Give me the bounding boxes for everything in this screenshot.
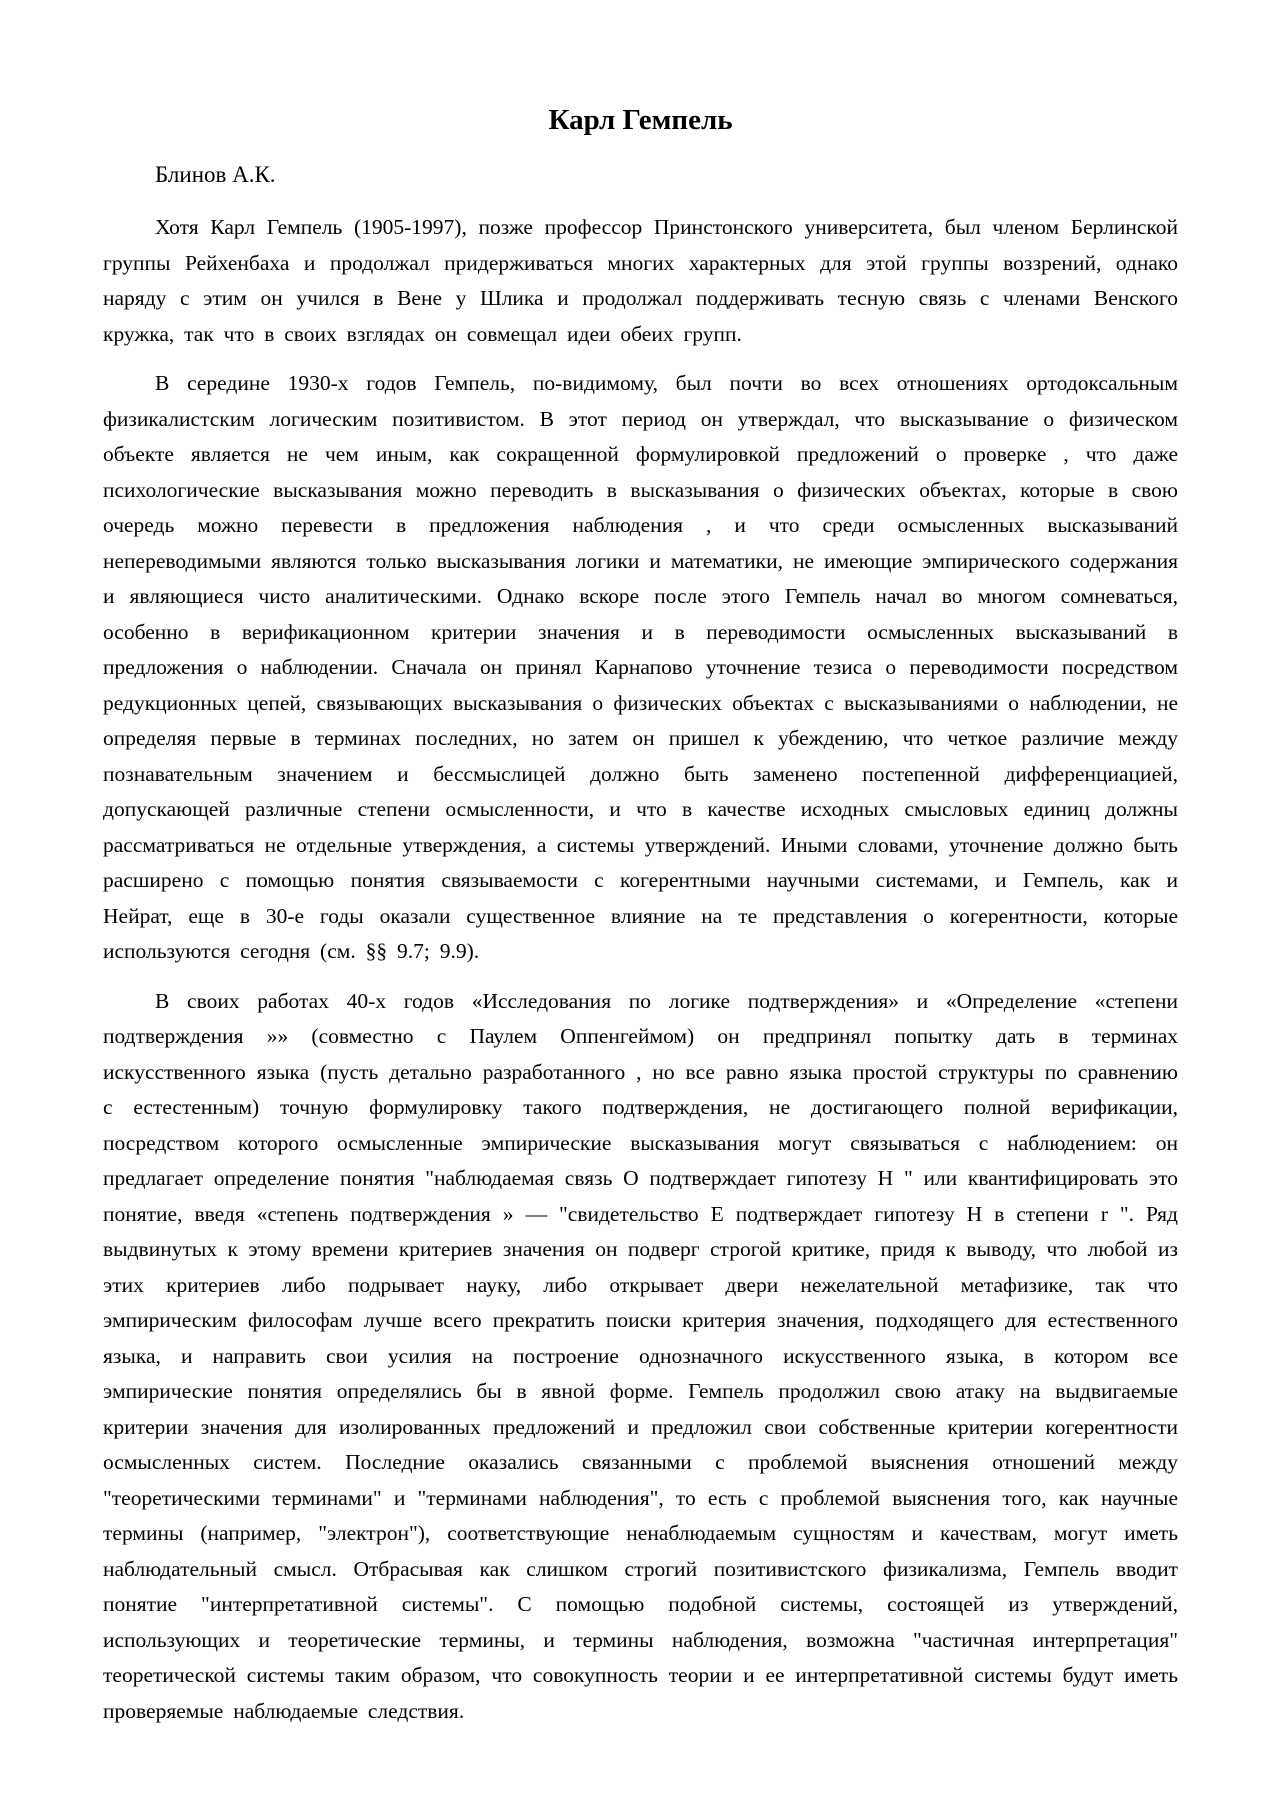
paragraph-1940s: В своих работах 40-х годов «Исследования по логике подтверждения» и «Определение «степени подтверждения »» (совместно с Паулем Оппенгеймом) он предпринял попытку дать в терминах искусственного языка (пусть детально разработанного , но все равно языка простой структуры по сравнению с естестенным) точную формулировку такого подтверждения, не достигающего полной верификации, посредством которого осмысленные эмпирические высказывания могут связываться с наблюдением: он предлагает определение понятия "наблюдаемая связь О подтверждает гипотезу Н " или квантифицировать это понятие, введя «степень подтверждения » — "свидетельство Е подтверждает гипотезу Н в степени r ". Ряд выдвинутых к этому времени критериев значения он подверг строгой критике, придя к выводу, что любой из этих критериев либо подрывает науку, либо открывает двери нежелательной метафизике, так что эмпирическим философам лучше всего прекратить поиски критерия значения, подходящего для естественного языка, и направить свои усилия на построение однозначного искусственного языка, в котором все эмпирические понятия определялись бы в явной форме. Гемпель продолжил свою атаку на выдвигаемые критерии значения для изолированных предложений и предложил свои собственные критерии когерентности осмысленных систем. Последние оказались связанными с проблемой выяснения отношений между "теоретическими терминами" и "терминами наблюдения", то есть с проблемой выяснения того, как научные термины (например, "электрон"), соответствующие ненаблюдаемым сущностям и качествам, могут иметь наблюдательный смысл. Отбрасывая как слишком строгий позитивистского физикализма, Гемпель вводит понятие "интерпретативной системы". С помощью подобной системы, состоящей из утверждений, использующих и теоретические термины, и термины наблюдения, возможна "частичная интерпретация" теоретической системы таким образом, что совокупность теории и ее интерпретативной системы будут иметь проверяемые наблюдаемые следствия. (103, 988, 1178, 1723)
author-line: Блинов А.К. (155, 162, 276, 187)
paragraph-1930s: В середине 1930-х годов Гемпель, по-видимому, был почти во всех отношениях ортодоксальным физикалистским логическим позитивистом. В этот период он утверждал, что высказывание о физическом объекте является не чем иным, как сокращенной формулировкой предложений о проверке , что даже психологические высказывания можно переводить в высказывания о физических объектах, которые в свою очередь можно перевести в предложения наблюдения , и что среди осмысленных высказываний непереводимыми являются только высказывания логики и математики, не имеющие эмпирического содержания и являющиеся чисто аналитическими. Однако вскоре после этого Гемпель начал во многом сомневаться, особенно в верификационном критерии значения и в переводимости осмысленных высказываний в предложения о наблюдении. Сначала он принял Карнапово уточнение тезиса о переводимости посредством редукционных цепей, связывающих высказывания о физических объектах с высказываниями о наблюдении, не определяя первые в терминах последних, но затем он пришел к убеждению, что четкое различие между познавательным значением и бессмыслицей должно быть заменено постепенной дифференциацией, допускающей различные степени осмысленности, и что в качестве исходных смысловых единиц должны рассматриваться не отдельные утверждения, а системы утверждений. Иными словами, уточнение должно быть расширено с помощью понятия связываемости с когерентными научными системами, и Гемпель, как и Нейрат, еще в 30-е годы оказали существенное влияние на те представления о когерентности, которые используются сегодня (см. §§ 9.7; 9.9). (103, 371, 1178, 963)
paragraph-intro: Хотя Карл Гемпель (1905-1997), позже профессор Принстонского университета, был членом Берлинской группы Рейхенбаха и продолжал придерживаться многих характерных для этой группы воззрений, однако наряду с этим он учился в Вене у Шлика и продолжал поддерживать тесную связь с членами Венского кружка, так что в своих взглядах он совмещал идеи обеих групп. (103, 215, 1178, 346)
page-title: Карл Гемпель (548, 104, 733, 136)
